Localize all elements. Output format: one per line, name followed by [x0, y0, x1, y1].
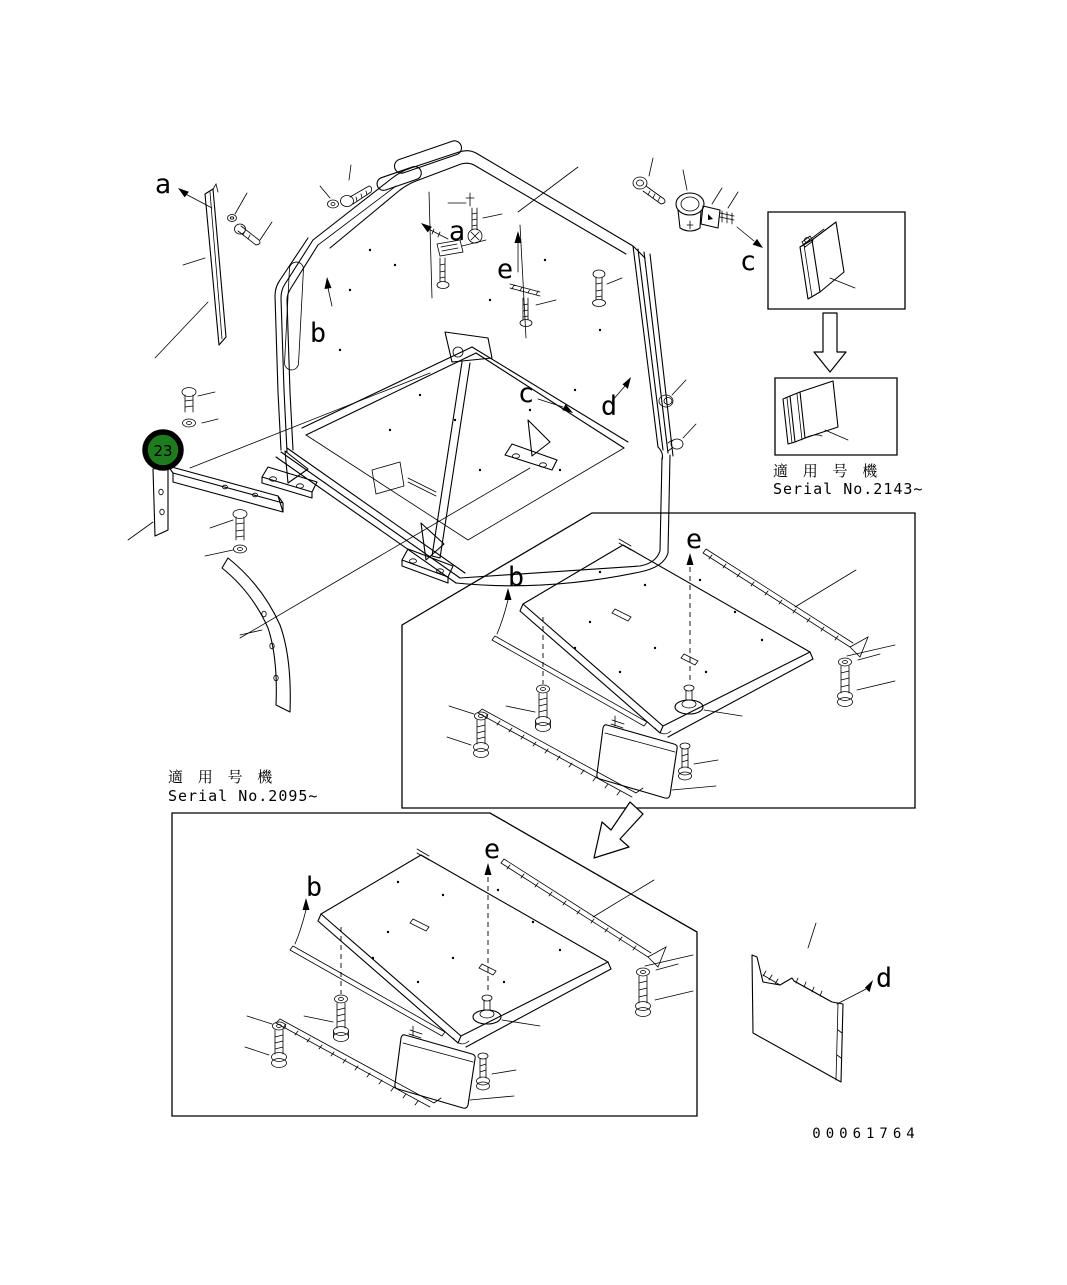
panel-box-lower — [775, 378, 897, 455]
serial-note-upper-text: Serial No.2143~ — [773, 480, 924, 498]
callout-badge — [145, 432, 181, 468]
drawing-number: 00061764 — [812, 1126, 920, 1142]
view-label-c-outer: c — [739, 246, 757, 277]
panel-box-upper — [768, 212, 905, 309]
view-label-a-inner: a — [448, 216, 466, 247]
cab-fasteners — [320, 165, 696, 451]
floor-mat-box-serial-2095 — [172, 813, 697, 1116]
serial-note-lower-jp: 適 用 号 機 — [168, 768, 278, 786]
view-label-b-inner: b — [309, 318, 327, 349]
view-label-a-outer: a — [154, 169, 172, 200]
view-label-b-box-lower: b — [305, 872, 323, 903]
serial-note-lower-text: Serial No.2095~ — [168, 787, 319, 805]
serial-note-upper-jp: 適 用 号 機 — [773, 462, 883, 480]
cab-frame — [190, 139, 673, 638]
down-arrow — [814, 313, 846, 372]
lock-assembly — [633, 158, 738, 231]
serial-note-lower — [168, 768, 318, 805]
callout-badge-number: 23 — [153, 442, 173, 460]
pillar-trim-part — [155, 184, 272, 358]
view-label-e-box-upper: e — [685, 524, 703, 555]
diagonal-arrow — [594, 802, 643, 858]
floor-mat-box-serial-2143 — [402, 513, 915, 808]
view-label-b-box-upper: b — [507, 562, 525, 593]
view-label-d-inner: d — [600, 391, 618, 422]
side-panel-part — [752, 923, 843, 1082]
serial-note-upper — [773, 462, 923, 498]
view-label-e-box-lower: e — [483, 834, 501, 865]
view-label-e-inner: e — [496, 254, 514, 285]
view-label-c-inner: c — [517, 378, 535, 409]
view-label-d-outer: d — [875, 963, 893, 994]
